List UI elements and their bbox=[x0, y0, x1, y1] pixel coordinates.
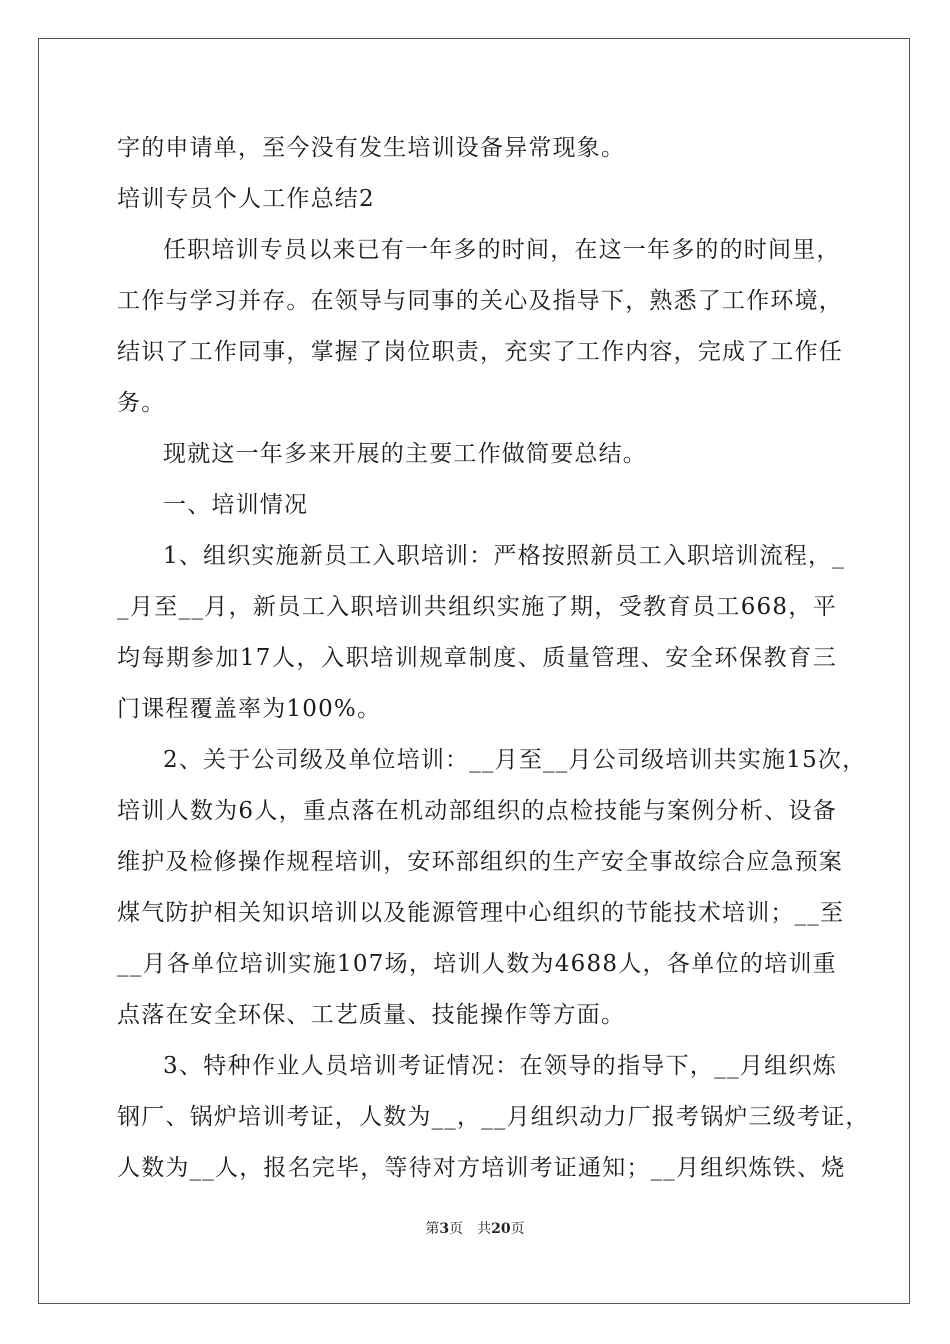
text-line: 门课程覆盖率为100%。 bbox=[117, 696, 382, 722]
subheading: 一、培训情况 bbox=[163, 492, 309, 518]
text-line: 人数为__人，报名完毕，等待对方培训考证通知；__月组织炼铁、烧 bbox=[117, 1155, 846, 1181]
text-line: 2、关于公司级及单位培训：__月至__月公司级培训共实施15次， bbox=[163, 747, 867, 773]
page-current: 3 bbox=[439, 1221, 450, 1237]
text-line: 字的申请单，至今没有发生培训设备异常现象。 bbox=[117, 135, 626, 161]
text-line: 工作与学习并存。在领导与同事的关心及指导下，熟悉了工作环境， bbox=[117, 288, 843, 314]
text-line: __月各单位培训实施107场，培训人数为4688人，各单位的培训重 bbox=[117, 951, 837, 977]
total-suffix: 页 bbox=[510, 1221, 525, 1237]
text-line: 3、特种作业人员培训考证情况：在领导的指导下，__月组织炼 bbox=[163, 1053, 837, 1079]
page-total: 20 bbox=[491, 1221, 511, 1237]
text-line: 1、组织实施新员工入职培训：严格按照新员工入职培训流程，_ bbox=[163, 543, 845, 569]
text-line: 钢厂、锅炉培训考证，人数为__，__月组织动力厂报考锅炉三级考证， bbox=[117, 1104, 870, 1130]
text-line: 培训人数为6人，重点落在机动部组织的点检技能与案例分析、设备 bbox=[117, 798, 837, 824]
page-footer bbox=[0, 1218, 950, 1238]
total-prefix: 共 bbox=[477, 1221, 492, 1237]
text-line: 现就这一年多来开展的主要工作做简要总结。 bbox=[163, 441, 647, 467]
text-line: 煤气防护相关知识培训以及能源管理中心组织的节能技术培训；__至 bbox=[117, 900, 845, 926]
document-body bbox=[117, 123, 870, 1194]
text-line: _月至__月，新员工入职培训共组织实施了期，受教育员工668，平 bbox=[117, 594, 837, 620]
page-prefix: 第 bbox=[425, 1221, 440, 1237]
text-line: 均每期参加17人，入职培训规章制度、质量管理、安全环保教育三 bbox=[117, 645, 837, 671]
text-line: 任职培训专员以来已有一年多的时间，在这一年多的的时间里， bbox=[163, 237, 841, 263]
section-title: 培训专员个人工作总结2 bbox=[117, 186, 375, 212]
text-line: 务。 bbox=[117, 390, 166, 416]
page-suffix: 页 bbox=[449, 1221, 464, 1237]
text-line: 结识了工作同事，掌握了岗位职责，充实了工作内容，完成了工作任 bbox=[117, 339, 843, 365]
text-line: 维护及检修操作规程培训，安环部组织的生产安全事故综合应急预案 bbox=[117, 849, 843, 875]
text-line: 点落在安全环保、工艺质量、技能操作等方面。 bbox=[117, 1002, 626, 1028]
